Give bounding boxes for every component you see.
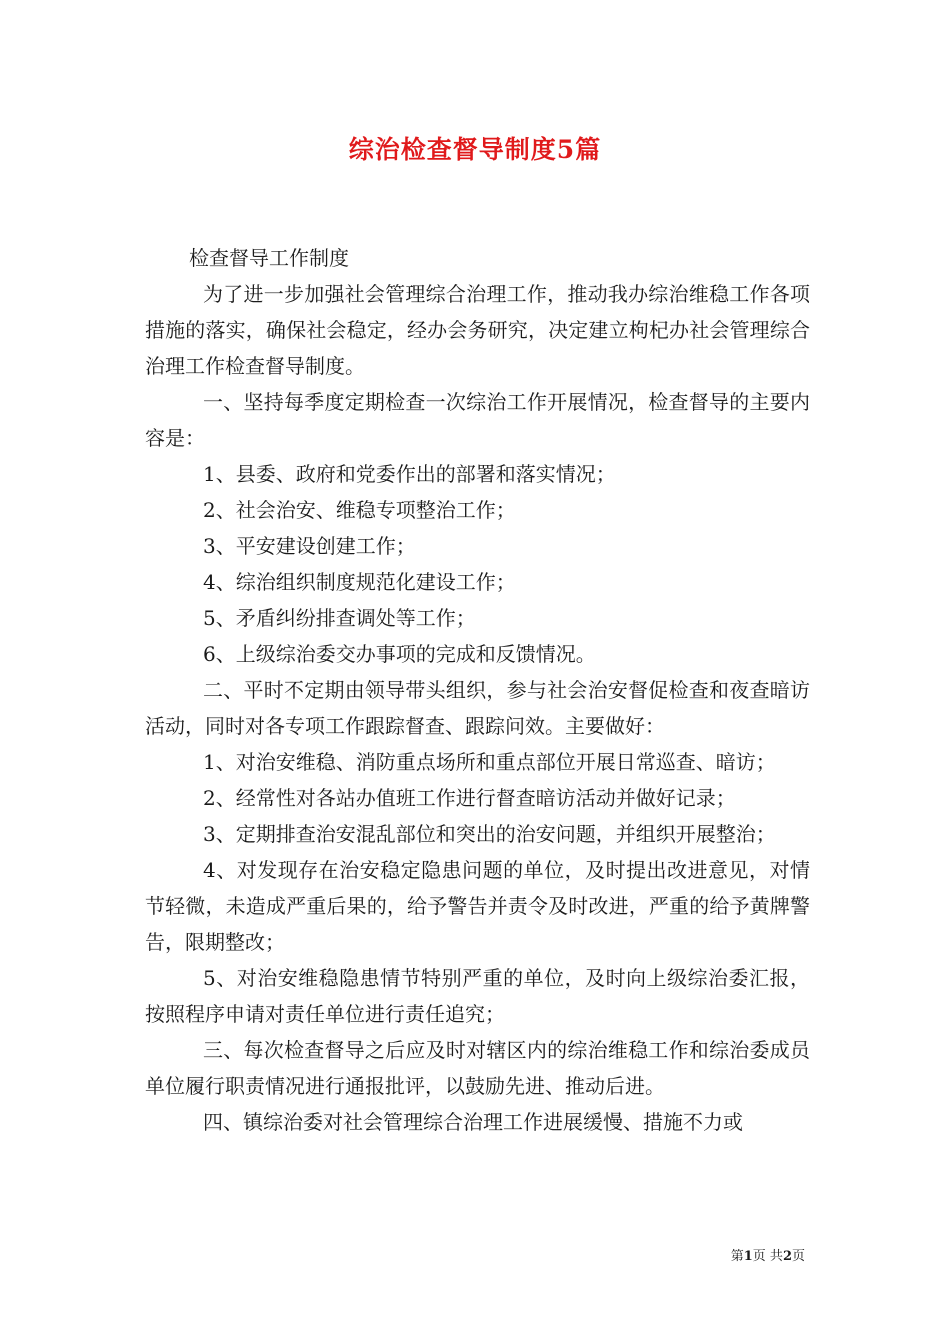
paragraph: 为了进一步加强社会管理综合治理工作，推动我办综治维稳工作各项措施的落实，确保社会稳定，经办会务研究，决定建立枸杞办社会管理综合治理工作检查督导制度。 — [145, 282, 810, 378]
footer-suffix: 页 — [791, 1249, 805, 1264]
list-item: 4、对发现存在治安稳定隐患问题的单位，及时提出改进意见，对情节轻微，未造成严重后果的，给予警告并责令及时改进，严重的给予黄牌警告，限期整改； — [145, 858, 810, 954]
document-body — [145, 240, 810, 1140]
list-item: 2、社会治安、维稳专项整治工作； — [203, 498, 516, 522]
list-item: 5、对治安维稳隐患情节特别严重的单位，及时向上级综治委汇报，按照程序申请对责任单位进行责任追究； — [145, 966, 810, 1026]
list-item: 3、定期排查治安混乱部位和突出的治安问题，并组织开展整治； — [203, 822, 776, 846]
footer-prefix: 第 — [730, 1249, 744, 1264]
paragraph: 三、每次检查督导之后应及时对辖区内的综治维稳工作和综治委成员单位履行职责情况进行通报批评，以鼓励先进、推动后进。 — [145, 1038, 810, 1098]
document-title: 综治检查督导制度5篇 — [348, 135, 602, 164]
list-item: 2、经常性对各站办值班工作进行督查暗访活动并做好记录； — [203, 786, 736, 810]
footer-middle: 页 共 — [752, 1249, 783, 1264]
list-item: 4、综治组织制度规范化建设工作； — [203, 570, 516, 594]
list-item: 5、矛盾纠纷排查调处等工作； — [203, 606, 476, 630]
paragraph: 一、坚持每季度定期检查一次综治工作开展情况，检查督导的主要内容是： — [145, 390, 810, 450]
section-subheading: 检查督导工作制度 — [189, 246, 349, 270]
current-page-number: 1 — [743, 1249, 753, 1264]
list-item: 1、县委、政府和党委作出的部署和落实情况； — [203, 462, 616, 486]
paragraph: 二、平时不定期由领导带头组织，参与社会治安督促检查和夜查暗访活动，同时对各专项工作跟踪督查、跟踪问效。主要做好： — [145, 678, 810, 738]
list-item: 3、平安建设创建工作； — [203, 534, 416, 558]
paragraph: 四、镇综治委对社会管理综合治理工作进展缓慢、措施不力或 — [203, 1110, 743, 1134]
page-number-footer — [731, 1248, 805, 1266]
total-page-number: 2 — [782, 1249, 792, 1264]
list-item: 6、上级综治委交办事项的完成和反馈情况。 — [203, 642, 596, 666]
list-item: 1、对治安维稳、消防重点场所和重点部位开展日常巡查、暗访； — [203, 750, 776, 774]
